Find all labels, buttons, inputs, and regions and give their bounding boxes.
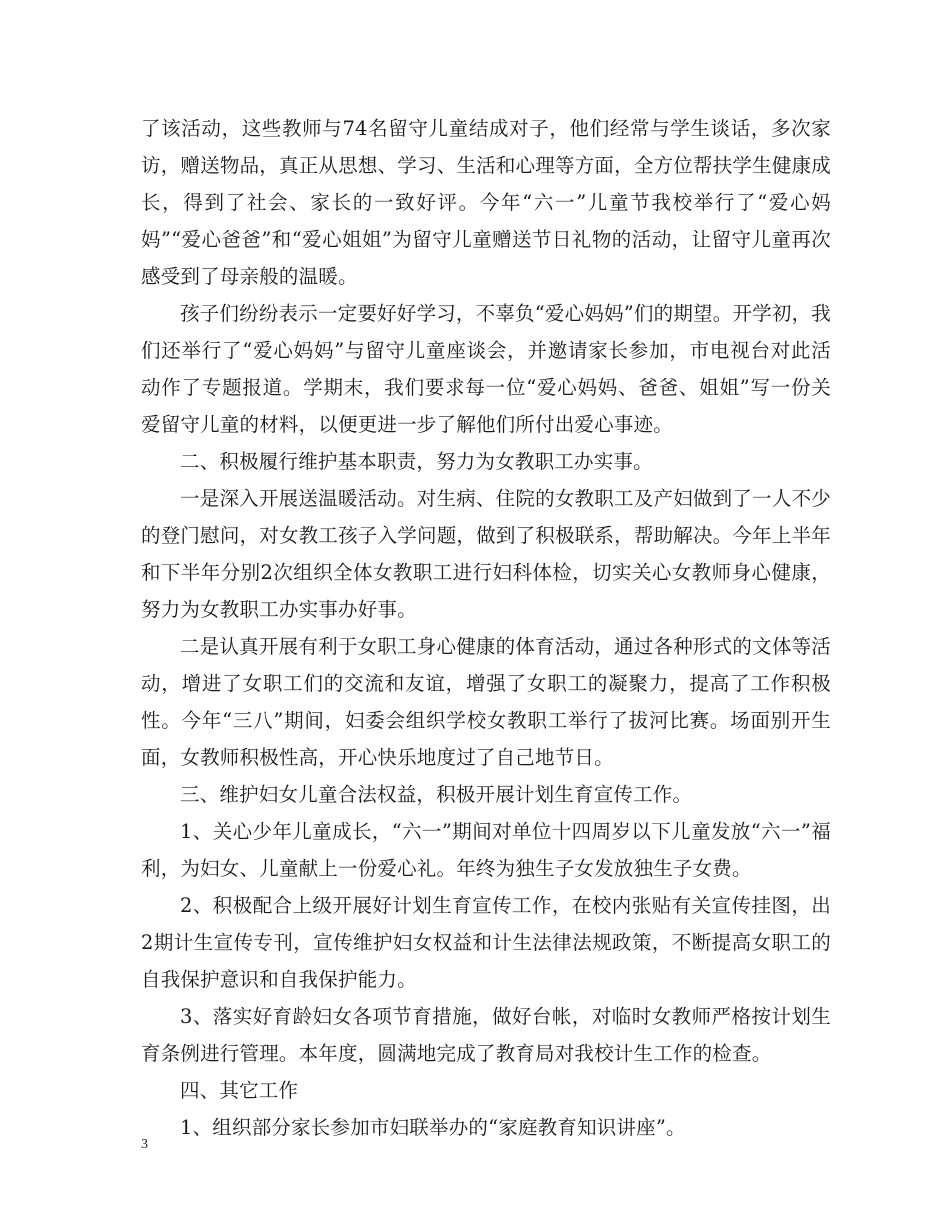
paragraph-2: 孩子们纷纷表示一定要好好学习，不辜负“爱心妈妈”们的期望。开学初，我们还举行了“爱心妈妈”与留守儿童座谈会，并邀请家长参加，市电视台对此活动作了专题报道。学期末，我们要求每一位“爱心妈妈、爸爸、姐姐”写一份关爱留守儿童的材料，以便更进一步了解他们所付出爱心事迹。 [141,302,831,436]
section-heading-3: 三、维护妇女儿童合法权益，积极开展计划生育宣传工作。 [180,783,693,806]
paragraph-7: 3、落实好育龄妇女各项节育措施，做好台帐，对临时女教师严格按计划生育条例进行管理。本年度，圆满地完成了教育局对我校计生工作的检查。 [141,1005,831,1065]
section-heading-4: 四、其它工作 [180,1079,299,1102]
paragraph-3: 一是深入开展送温暖活动。对生病、住院的女教职工及产妇做到了一人不少的登门慰问，对女教工孩子入学问题，做到了积极联系，帮助解决。今年上半年和下半年分别2次组织全体女教职工进行妇科体检，切实关心女教师身心健康，努力为女教职工办实事办好事。 [141,487,831,621]
page-number: 3 [141,1137,148,1152]
paragraph-5: 1、关心少年儿童成长，“六一”期间对单位十四周岁以下儿童发放“六一”福利，为妇女、儿童献上一份爱心礼。年终为独生子女发放独生子女费。 [141,820,831,880]
paragraph-1: 了该活动，这些教师与74名留守儿童结成对子，他们经常与学生谈话，多次家访，赠送物品，真正从思想、学习、生活和心理等方面，全方位帮扶学生健康成长，得到了社会、家长的一致好评。今年“六一”儿童节我校举行了“爱心妈妈”“爱心爸爸”和“爱心姐姐”为留守儿童赠送节日礼物的活动，让留守儿童再次感受到了母亲般的温暖。 [141,117,831,288]
document-body [141,110,831,1146]
paragraph-8: 1、组织部分家长参加市妇联举办的“家庭教育知识讲座”。 [180,1116,686,1139]
paragraph-4: 二是认真开展有利于女职工身心健康的体育活动，通过各种形式的文体等活动，增进了女职工们的交流和友谊，增强了女职工的凝聚力，提高了工作积极性。今年“三八”期间，妇委会组织学校女教职工举行了拔河比赛。场面别开生面，女教师积极性高，开心快乐地度过了自己地节日。 [141,635,831,769]
paragraph-6: 2、积极配合上级开展好计划生育宣传工作，在校内张贴有关宣传挂图，出2期计生宣传专刊，宣传维护妇女权益和计生法律法规政策，不断提高女职工的自我保护意识和自我保护能力。 [141,894,831,991]
section-heading-2: 二、积极履行维护基本职责，努力为女教职工办实事。 [180,450,653,473]
